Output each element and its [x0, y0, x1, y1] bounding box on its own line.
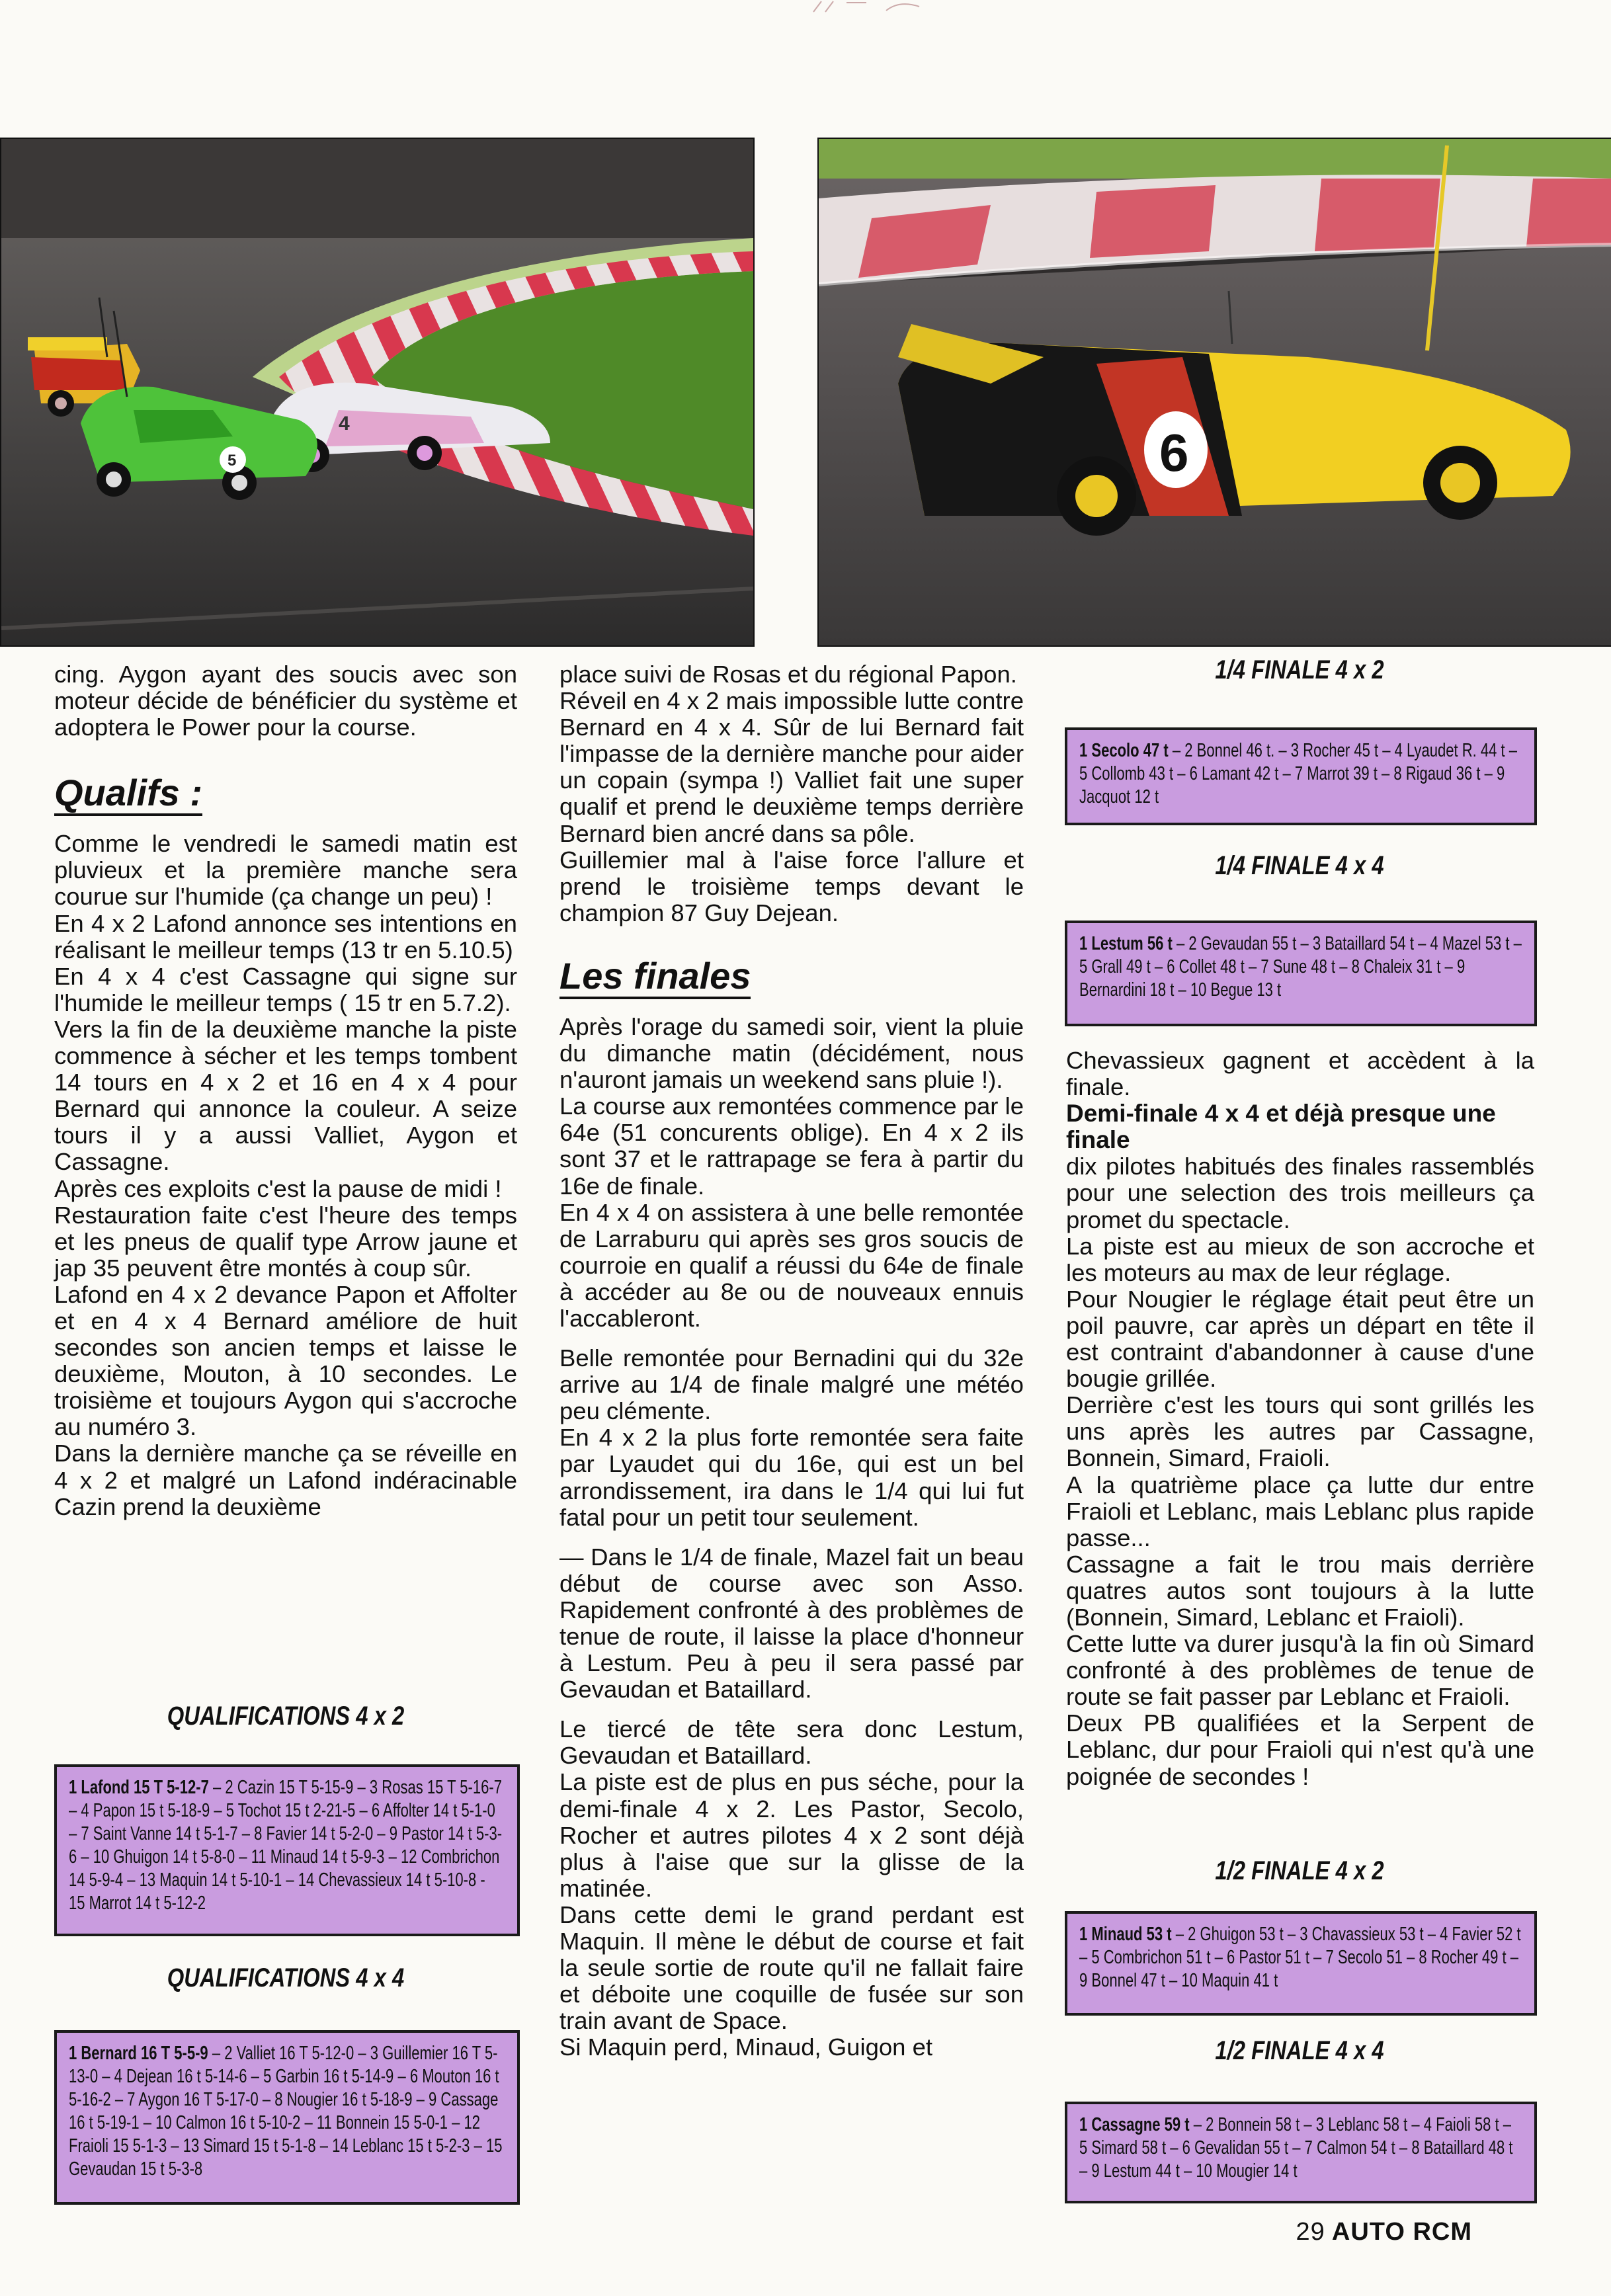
middle-paragraph: Réveil en 4 x 2 mais impossible lutte contre Bernard en 4 x 4. Sûr de lui Bernard fait l'impasse de la dernière manche pour aider un copain (sympa !) Valliet fait une super qualif et prend le deuxième temps derrière Bernard bien ancré dans sa pôle. — [559, 687, 1024, 847]
left-paragraph: Après ces exploits c'est la pause de midi ! — [54, 1174, 502, 1202]
quarter-final-4x2-box — [1065, 727, 1537, 825]
left-paragraph: Lafond en 4 x 2 devance Papon et Affolter et en 4 x 4 Bernard améliore de huit secondes son ancien temps et laisse le deuxième, Mouton, à 10 secondes. Le troisième et toujours Aygon qui s'accroche au numéro 3. — [54, 1280, 517, 1441]
column-middle — [559, 661, 1024, 2061]
middle-paragraph: Le tiercé de tête sera donc Lestum, Gevaudan et Bataillard. — [559, 1715, 1024, 1770]
middle-paragraph: La course aux remontées commence par le 64e (51 concurents oblige). En 4 x 2 ils sont 37 et le rattrapage se fera à partir du 16e de finale. — [559, 1092, 1024, 1200]
right-paragraph: A la quatrième place ça lutte dur entre Fraioli et Leblanc, mais Leblanc plus rapide passe... — [1066, 1471, 1534, 1551]
middle-paragraph: En 4 x 2 la plus forte remontée sera faite par Lyaudet qui du 16e, qui est un bel arrondissement, ira dans le 1/4 qui lui fut fatal pour un petit tour seulement. — [559, 1424, 1024, 1531]
box-text: – 2 Gevaudan 55 t – 3 Bataillard 54 t – 4 Mazel 53 t – 5 Grall 49 t – 6 Collet 48 t – 7 Sune 48 t – 8 Chaleix 31 t – 9 Bernardini 18 t – 10 Begue 13 t — [1079, 933, 1522, 1001]
middle-paragraph: — Dans le 1/4 de finale, Mazel fait un beau début de course avec son Asso. Rapidement confronté à des problèmes de tenue de route, il laisse la place d'honneur à Lestum. Peu à peu il sera passé par Gevaudan et Bataillard. — [559, 1543, 1024, 1703]
demi-finale-heading: Demi-finale 4 x 4 et déjà presque une finale — [1066, 1100, 1496, 1154]
middle-paragraph: Belle remontée pour Bernadini qui du 32e arrive au 1/4 de finale malgré une météo peu clémente. — [559, 1344, 1024, 1425]
qualifications-4x2-title: QUALIFICATIONS 4 x 2 — [167, 1702, 405, 1731]
semi-final-4x2-box — [1065, 1911, 1537, 2016]
semi-final-4x2-title: 1/2 FINALE 4 x 2 — [1215, 1856, 1384, 1885]
middle-paragraph: Après l'orage du samedi soir, vient la pluie du dimanche matin (décidément, nous n'auront jamais un weekend sans pluie !). — [559, 1012, 1024, 1094]
quarter-final-4x4-box — [1065, 921, 1537, 1026]
box-lead: 1 Minaud 53 t — [1079, 1924, 1172, 1945]
right-paragraph: Pour Nougier le réglage était peut être un poil pauvre, car après un départ en tête il est contraint d'abandonner à cause d'une bougie grillée. — [1066, 1285, 1534, 1393]
semi-final-4x4-title: 1/2 FINALE 4 x 4 — [1215, 2036, 1384, 2065]
middle-paragraph: La piste est de plus en pus séche, pour la demi-finale 4 x 2. Les Pastor, Secolo, Rocher et autres pilotes 4 x 2 sont déjà plus à l'aise que sur la glisse de la matinée. — [559, 1768, 1024, 1902]
box-lead: 1 Lafond 15 T 5-12-7 — [69, 1777, 209, 1798]
right-paragraph: dix pilotes habitués des finales rassemblés pour une selection des trois meilleurs ça promet du spectacle. — [1066, 1153, 1534, 1233]
box-text: – 2 Ghuigon 53 t – 3 Chavassieux 53 t – 4 Favier 52 t – 5 Combrichon 51 t – 6 Pastor 51 t – 7 Secolo 51 – 8 Rocher 49 t – 9 Bonnel 47 t – 10 Maquin 41 t — [1079, 1924, 1521, 1991]
qualifications-4x4-title: QUALIFICATIONS 4 x 4 — [167, 1963, 405, 1992]
right-paragraph: Deux PB qualifiées et la Serpent de Leblanc, dur pour Fraioli qui n'est qu'à une poignée de secondes ! — [1066, 1709, 1534, 1790]
svg-text:4: 4 — [339, 413, 350, 434]
middle-paragraph: Guillemier mal à l'aise force l'allure et prend le troisième temps devant le champion 87 Guy Dejean. — [559, 846, 1024, 926]
middle-paragraph: Si Maquin perd, Minaud, Guigon et — [559, 2033, 933, 2061]
right-paragraph: Derrière c'est les tours qui sont grillés les uns après les autres par Cassagne, Bonnein, Simard, Fraioli. — [1066, 1391, 1534, 1472]
left-paragraph: En 4 x 4 c'est Cassagne qui signe sur l'humide le meilleur temps ( 15 tr en 5.7.2). — [54, 962, 517, 1016]
race-photo-car-6 — [817, 138, 1611, 647]
middle-paragraph: Dans cette demi le grand perdant est Maquin. Il mène le début de course et fait la seule sortie de route qu'il ne fallait faire et déboite une coquille de fusée sur son train avant de Space. — [559, 1901, 1024, 2035]
right-paragraph: Cassagne a fait le trou mais derrière quatres autos sont toujours à la lutte (Bonnein, Simard, Leblanc et Fraioli). — [1066, 1550, 1534, 1631]
box-text: – 2 Bonnein 58 t – 3 Leblanc 58 t – 4 Faioli 58 t – 5 Simard 58 t – 6 Gevalidan 55 t – 7 Calmon 54 t – 8 Bataillard 48 t – 9 Lestum 44 t – 10 Mougier 14 t — [1079, 2114, 1513, 2182]
left-paragraph: Comme le vendredi le samedi matin est pluvieux et la première manche sera courue sur l'humide (ça change un peu) ! — [54, 830, 517, 911]
box-lead: 1 Secolo 47 t — [1079, 740, 1169, 761]
right-paragraph: La piste est au mieux de son accroche et les moteurs au max de leur réglage. — [1066, 1232, 1534, 1286]
race-photo-curve — [0, 138, 755, 647]
column-left — [54, 661, 517, 1520]
magazine-name: AUTO RCM — [1331, 2218, 1472, 2246]
top-decoration — [807, 0, 939, 13]
box-lead: 1 Cassagne 59 t — [1079, 2114, 1190, 2135]
column-right — [1066, 1047, 1534, 1790]
box-lead: 1 Bernard 16 T 5-5-9 — [69, 2043, 208, 2064]
box-text: – 2 Valliet 16 T 5-12-0 – 3 Guillemier 16 T 5-13-0 – 4 Dejean 16 t 5-14-6 – 5 Garbin 16 t 5-14-9 – 6 Mouton 16 t 5-16-2 – 7 Aygon 16 T 5-17-0 – 8 Nougier 16 t 5-18-9 – 9 Cassage 16 t 5-19-1 – 10 Calmon 16 t 5-10-2 – 11 Bonnein 15 5-0-1 – 12 Fraioli 15 5-1-3 – 13 Simard 15 t 5-1-8 – 14 Leblanc 15 t 5-2-3 – 15 Gevaudan 15 t 5-3-8 — [69, 2043, 503, 2180]
right-paragraph: Cette lutte va durer jusqu'à la fin où Simard confronté à des problèmes de tenue de route se fait passer par Leblanc et Fraioli. — [1066, 1630, 1534, 1711]
left-paragraph: Restauration faite c'est l'heure des temps et les pneus de qualif type Arrow jaune et jap 35 peuvent être montés à coup sûr. — [54, 1201, 517, 1282]
page-number: 29 — [1296, 2218, 1325, 2246]
svg-text:5: 5 — [227, 452, 237, 470]
left-paragraph: Vers la fin de la deuxième manche la piste commence à sécher et les temps tombent 14 tours en 4 x 2 et 16 en 4 x 4 pour Bernard qui annonce la couleur. A seize tours il y a aussi Valliet, Aygon et Cassagne. — [54, 1015, 517, 1176]
svg-text:6: 6 — [1159, 423, 1189, 482]
qualifications-4x4-box — [54, 2030, 520, 2205]
left-intro: cing. Aygon ayant des soucis avec son moteur décide de bénéficier du système et adoptera le Power pour la course. — [54, 661, 517, 741]
semi-final-4x4-box — [1065, 2102, 1537, 2203]
page-footer — [1296, 2218, 1472, 2246]
middle-paragraph: place suivi de Rosas et du régional Papon. — [559, 661, 1017, 688]
box-text: – 2 Cazin 15 T 5-15-9 – 3 Rosas 15 T 5-16-7 – 4 Papon 15 t 5-18-9 – 5 Tochot 15 t 2-21-5 – 6 Affolter 14 t 5-1-0 – 7 Saint Vanne 14 t 5-1-7 – 8 Favier 14 t 5-2-0 – 9 Pastor 14 t 5-3-6 – 10 Ghuigon 14 t 5-8-0 – 11 Minaud 14 t 5-9-3 – 12 Combrichon 14 5-9-4 – 13 Maquin 14 t 5-10-1 – 14 Chevassieux 14 t 5-10-8 - 15 Marrot 14 t 5-12-2 — [69, 1777, 503, 1914]
right-paragraph: Chevassieux gagnent et accèdent à la finale. — [1066, 1047, 1534, 1101]
left-paragraph: Dans la dernière manche ça se réveille en 4 x 2 et malgré un Lafond indéracinable Cazin prend la deuxième — [54, 1440, 517, 1520]
quarter-final-4x4-title: 1/4 FINALE 4 x 4 — [1215, 851, 1384, 880]
quarter-final-4x2-title: 1/4 FINALE 4 x 2 — [1215, 655, 1384, 684]
box-text: – 2 Bonnel 46 t. – 3 Rocher 45 t – 4 Lyaudet R. 44 t – 5 Collomb 43 t – 6 Lamant 42 t – 7 Marrot 39 t – 8 Rigaud 36 t – 9 Jacquot 12 t — [1079, 740, 1518, 807]
finales-heading: Les finales — [559, 954, 751, 997]
qualifs-heading: Qualifs : — [54, 772, 203, 814]
qualifications-4x2-box — [54, 1764, 520, 1936]
middle-paragraph: En 4 x 4 on assistera à une belle remontée de Larraburu qui après ses gros soucis de courroie en qualif a réussi du 64e de finale à accéder au 8e ou de nouveaux ennuis l'accableront. — [559, 1198, 1024, 1332]
left-paragraph: En 4 x 2 Lafond annonce ses intentions en réalisant le meilleur temps (13 tr en 5.10.5) — [54, 909, 517, 964]
box-lead: 1 Lestum 56 t — [1079, 933, 1173, 954]
